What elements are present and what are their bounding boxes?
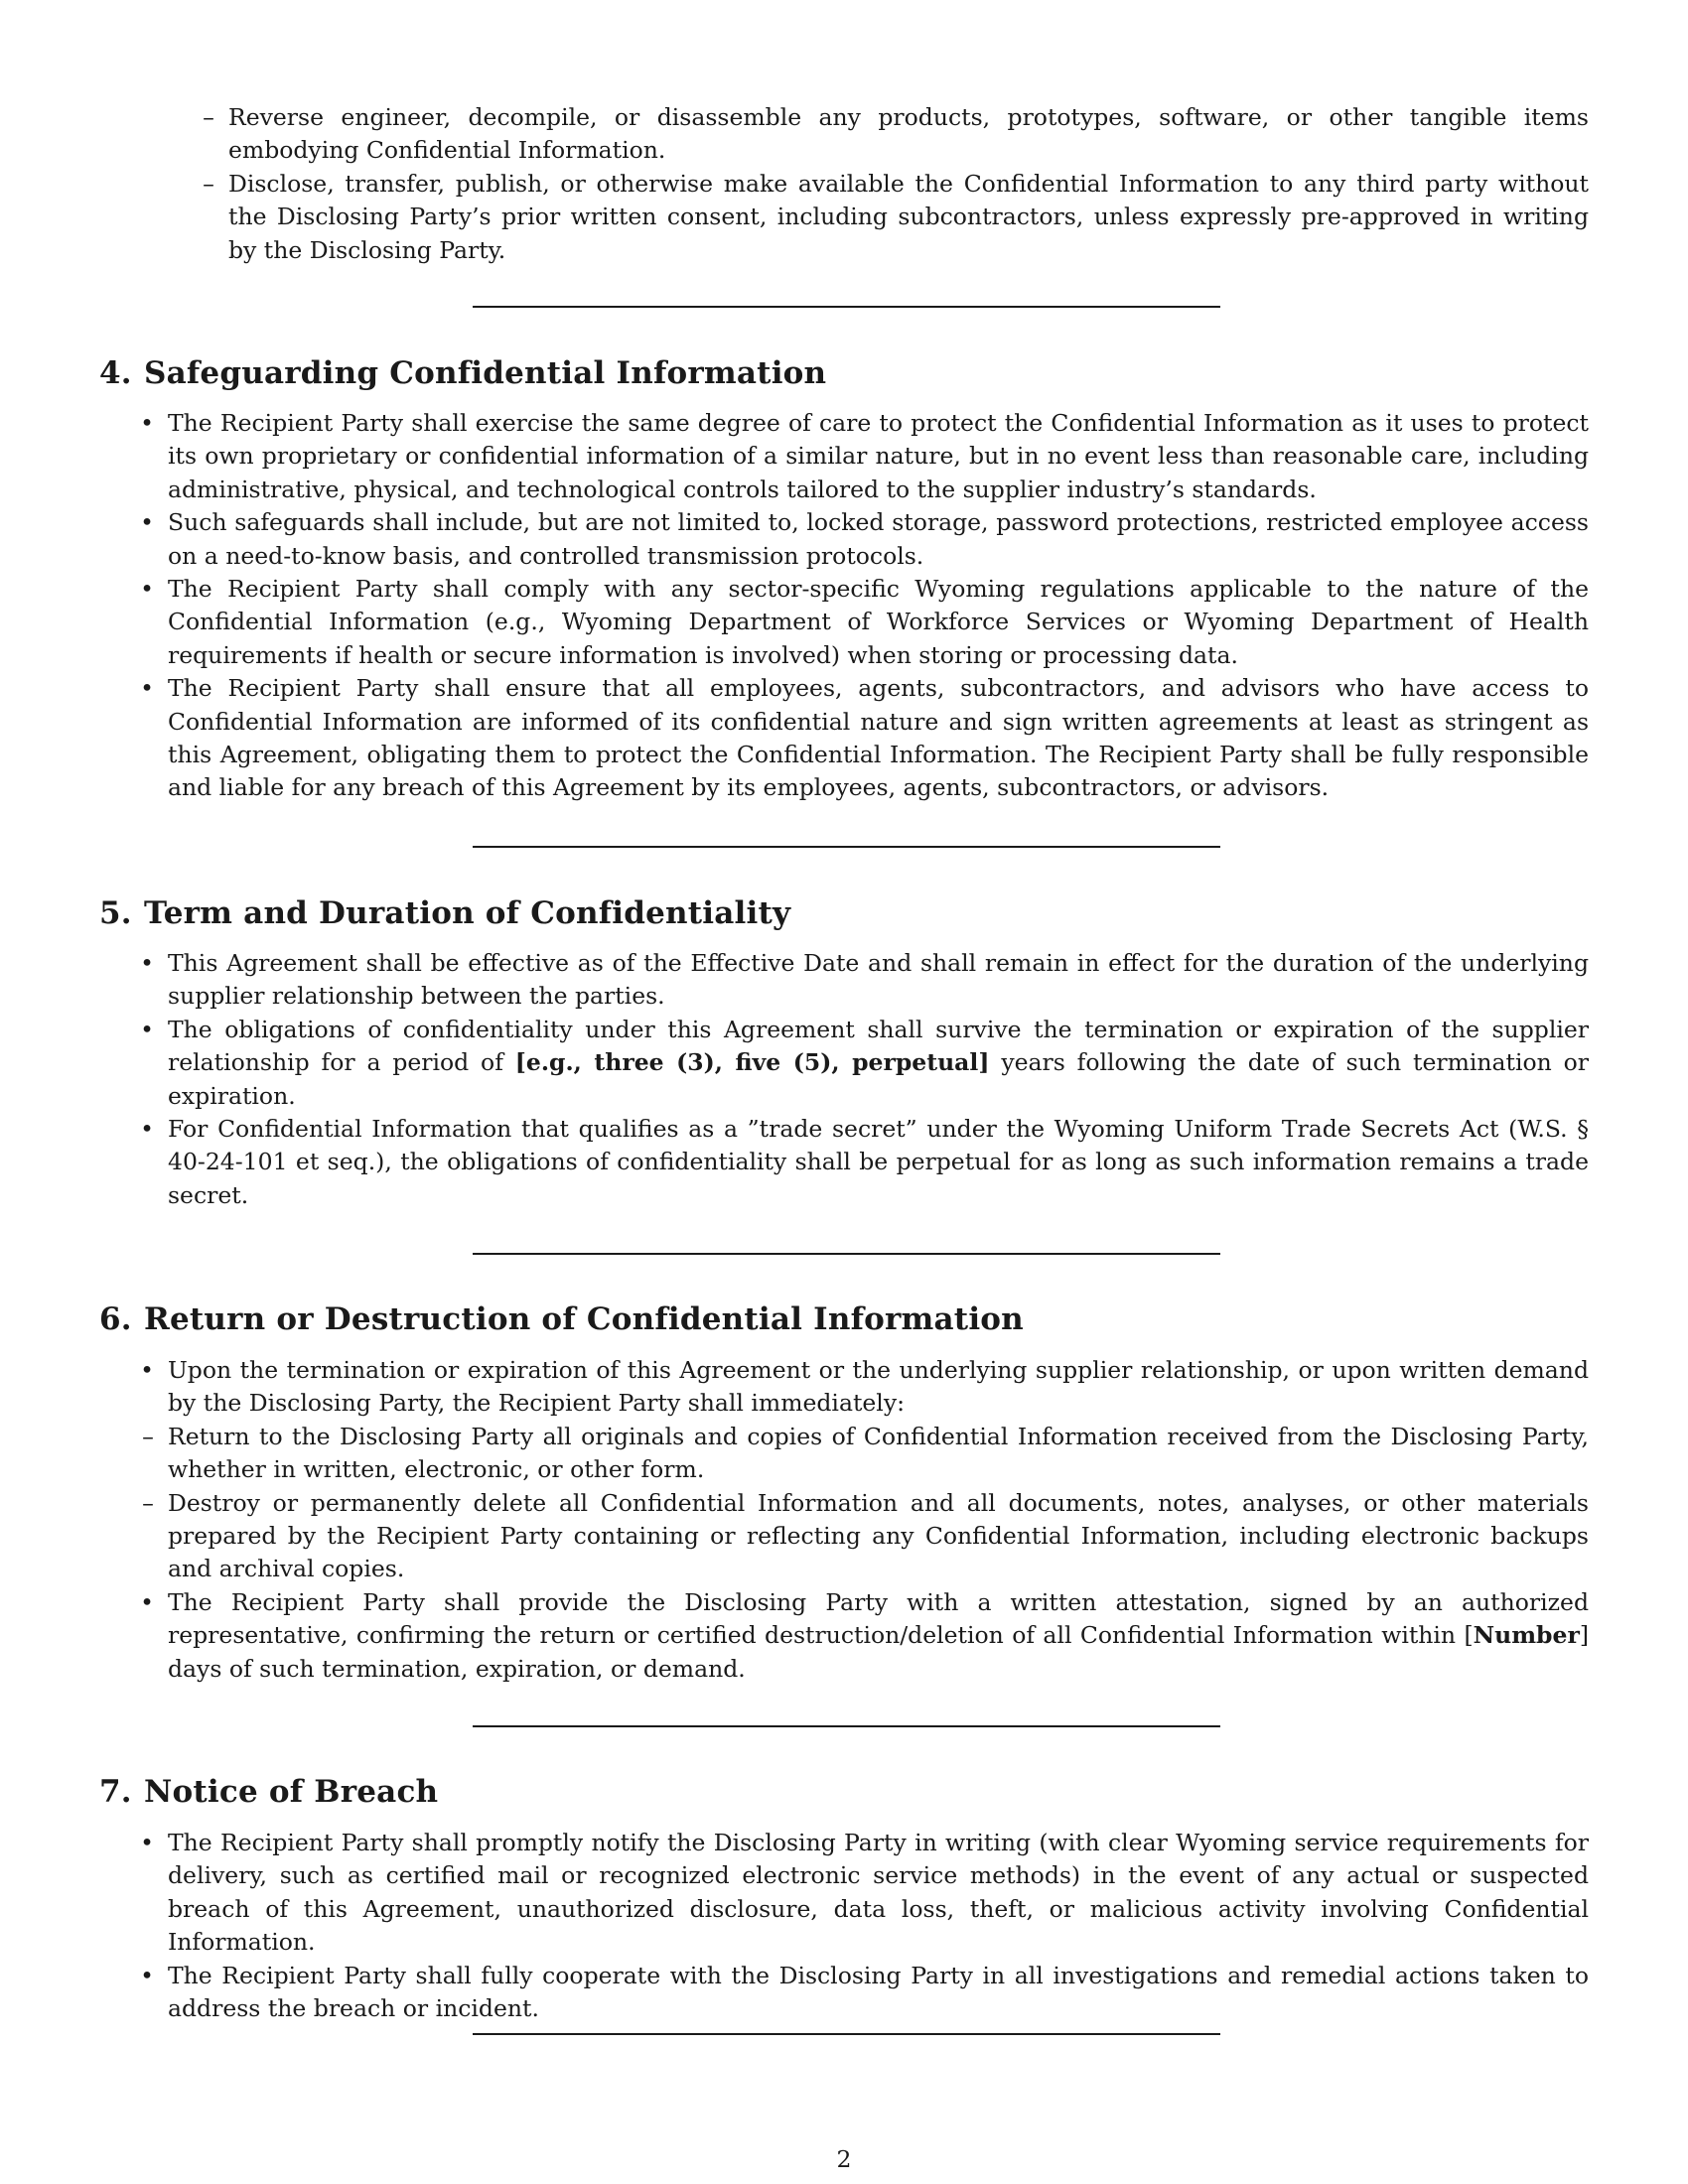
list-item	[99, 1586, 1589, 1686]
placeholder-term: Number	[1473, 1621, 1580, 1650]
list-item-text: The Recipient Party shall provide the Disclosing Party with a written attestation, signed by an authorized representative, confirming the return or certified destruction/deletion of all Confidential Information within [Number] days of such termination, expiration, or demand.	[168, 1587, 1589, 1683]
dash-marker: –	[142, 1422, 154, 1450]
page-number: 2	[836, 2145, 852, 2173]
list-item-text: This Agreement shall be effective as of the Effective Date and shall remain in effect for the duration of the underlying supplier relationship between the parties.	[168, 949, 1589, 1011]
list-item	[99, 1113, 1589, 1212]
list-item-text: Reverse engineer, decompile, or disassemble any products, prototypes, software, or other tangible items embodying Confidential Information.	[228, 103, 1589, 165]
bullet-marker: •	[140, 1829, 154, 1856]
sub-list-item-text: Return to the Disclosing Party all originals and copies of Confidential Information received from the Disclosing Party, whether in written, electronic, or other form.	[168, 1422, 1589, 1484]
section-divider	[473, 846, 1220, 848]
section-title: Notice of Breach	[144, 1774, 439, 1810]
list-item-text: Disclose, transfer, publish, or otherwise make available the Confidential Information to any third party without the Disclosing Party’s prior written consent, including subcontractors, unless expressly pre-approved in writing by the Disclosing Party.	[228, 169, 1589, 264]
section-divider	[473, 306, 1220, 308]
text-run: The obligations of confidentiality under this Agreement shall survive the termination or expiration of the supplier relationship for a period of	[168, 1015, 1589, 1077]
list-item	[99, 1354, 1589, 1586]
section-heading	[99, 893, 790, 933]
list-item	[99, 1014, 1589, 1113]
list-item-text	[168, 1016, 1589, 1110]
placeholder-term: [e.g., three (3), five (5), perpetual]	[514, 1048, 990, 1077]
list-item-text: The Recipient Party shall comply with any sector-specific Wyoming regulations applicable to the nature of the Confidential Information (e.g., Wyoming Department of Workforce Services or Wyoming Department of Health requirements if health or secure information is involved) when storing or processing data.	[168, 575, 1589, 669]
text-run: days of such termination, expiration, or demand.	[168, 1654, 746, 1683]
bullet-marker: •	[140, 409, 154, 437]
bullet-marker: •	[140, 674, 154, 703]
section-heading	[99, 1772, 438, 1812]
section-body	[99, 1354, 1589, 1686]
section-number: 7.	[99, 1774, 132, 1810]
section-title: Term and Duration of Confidentiality	[144, 895, 791, 931]
list-item	[99, 1827, 1589, 1960]
sub-list-item	[99, 1487, 1589, 1586]
bullet-marker: •	[140, 575, 154, 604]
list-item-text: Such safeguards shall include, but are not limited to, locked storage, password protections, restricted employee access on a need-to-know basis, and controlled transmission protocols.	[168, 508, 1589, 570]
list-item-text: Upon the termination or expiration of this Agreement or the underlying supplier relationship, or upon written demand by the Disclosing Party, the Recipient Party shall immediately:	[168, 1356, 1589, 1418]
continued-list	[199, 101, 1589, 267]
bullet-marker: •	[140, 1356, 154, 1384]
list-item	[99, 947, 1589, 1014]
bullet-marker: •	[140, 1587, 154, 1616]
section-heading	[99, 1299, 1024, 1339]
section-body	[99, 407, 1589, 805]
bullet-marker: •	[140, 1115, 154, 1144]
list-item	[199, 101, 1589, 168]
section-divider	[473, 2033, 1220, 2035]
list-item-text: The Recipient Party shall fully cooperate with the Disclosing Party in all investigations and remedial actions taken to address the breach or incident.	[168, 1961, 1589, 2023]
dash-marker: –	[142, 1488, 154, 1517]
list-item	[99, 1960, 1589, 2026]
dash-marker: –	[203, 169, 214, 198]
sub-list-item	[99, 1421, 1589, 1487]
section-number: 4.	[99, 355, 132, 391]
section-divider	[473, 1725, 1220, 1727]
section-body	[99, 947, 1589, 1212]
text-run: years following the date of such termination or expiration.	[168, 1048, 1590, 1110]
list-item	[99, 407, 1589, 506]
bullet-marker: •	[140, 949, 154, 977]
list-item	[99, 672, 1589, 805]
section-number: 6.	[99, 1301, 132, 1337]
bullet-marker: •	[140, 1015, 154, 1043]
list-item-text: The Recipient Party shall ensure that all employees, agents, subcontractors, and advisors who have access to Confidential Information are informed of its confidential nature and sign written agreements at least as stringent as this Agreement, obligating them to protect the Confidential Information. The Recipient Party shall be fully responsible and liable for any breach of this Agreement by its employees, agents, subcontractors, or advisors.	[168, 674, 1589, 802]
list-item	[99, 506, 1589, 573]
list-item	[99, 573, 1589, 672]
text-run: The Recipient Party shall provide the Disclosing Party with a written attestation, signed by an authorized representative, confirming the return or certified destruction/deletion of all Confidential Information within	[168, 1587, 1589, 1650]
section-title: Safeguarding Confidential Information	[144, 355, 827, 391]
section-title: Return or Destruction of Confidential Information	[144, 1301, 1024, 1337]
section-number: 5.	[99, 895, 132, 931]
list-item-text: The Recipient Party shall exercise the same degree of care to protect the Confidential Information as it uses to protect its own proprietary or confidential information of a similar nature, but in no event less than reasonable care, including administrative, physical, and technological controls tailored to the supplier industry’s standards.	[168, 409, 1589, 503]
bullet-marker: •	[140, 1961, 154, 1989]
section-heading	[99, 353, 826, 393]
section-divider	[473, 1253, 1220, 1255]
list-item	[199, 168, 1589, 267]
bullet-marker: •	[140, 508, 154, 537]
section-body	[99, 1827, 1589, 2025]
list-item-text: For Confidential Information that qualifies as a ”trade secret” under the Wyoming Uniform Trade Secrets Act (W.S. § 40-24-101 et seq.), the obligations of confidentiality shall be perpetual for as long as such information remains a trade secret.	[168, 1115, 1589, 1209]
dash-marker: –	[203, 103, 214, 131]
list-item-text: The Recipient Party shall promptly notify the Disclosing Party in writing (with clear Wyoming service requirements for delivery, such as certified mail or recognized electronic service methods) in the event of any actual or suspected breach of this Agreement, unauthorized disclosure, data loss, theft, or malicious activity involving Confidential Information.	[168, 1829, 1589, 1957]
sub-list-item-text: Destroy or permanently delete all Confidential Information and all documents, notes, analyses, or other materials prepared by the Recipient Party containing or reflecting any Confidential Information, including electronic backups and archival copies.	[168, 1488, 1589, 1583]
